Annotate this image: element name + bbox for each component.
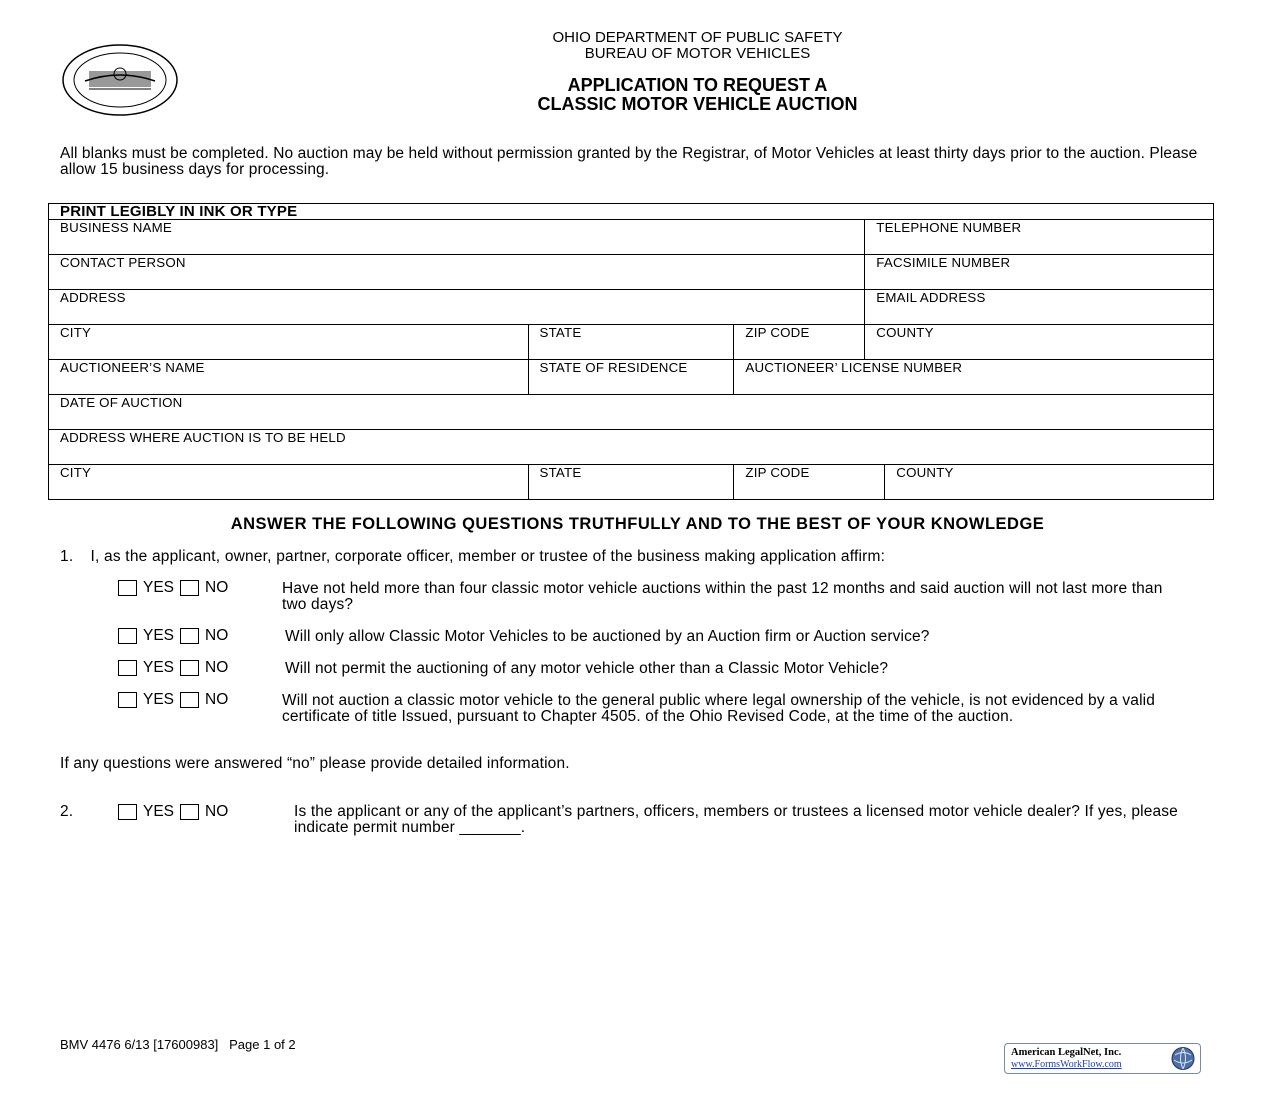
no-label: NO — [205, 659, 229, 676]
yes-label: YES — [143, 803, 175, 820]
fax-field[interactable]: FACSIMILE NUMBER — [865, 255, 1214, 290]
applicant-info-table — [48, 203, 1214, 500]
business-name-field[interactable]: BUSINESS NAME — [49, 220, 865, 255]
yes-checkbox[interactable] — [118, 628, 137, 644]
no-checkbox[interactable] — [180, 628, 199, 644]
no-label: NO — [205, 579, 229, 596]
state-of-residence-field[interactable]: STATE OF RESIDENCE — [528, 360, 734, 395]
question-1 — [60, 548, 885, 566]
yes-label: YES — [143, 579, 175, 596]
bureau-name: BUREAU OF MOTOR VEHICLES — [584, 45, 811, 62]
no-checkbox[interactable] — [180, 660, 199, 676]
question-2-text: Is the applicant or any of the applicant’s partners, officers, members or trustees a licensed motor vehicle dealer? If yes, please indicate permit number _______. — [294, 803, 1178, 836]
form-title-line2: CLASSIC MOTOR VEHICLE AUCTION — [537, 94, 858, 114]
question-1-number: 1. — [60, 548, 74, 565]
yes-no-pair — [118, 628, 234, 644]
date-of-auction-field[interactable]: DATE OF AUCTION — [49, 395, 1214, 430]
auction-city-field[interactable]: CITY — [49, 465, 529, 500]
email-field[interactable]: EMAIL ADDRESS — [865, 290, 1214, 325]
zip-field[interactable]: ZIP CODE — [734, 325, 865, 360]
yes-no-pair — [118, 660, 234, 676]
question-item-text: Will only allow Classic Motor Vehicles to be auctioned by an Auction firm or Auction service? — [285, 628, 930, 645]
logo-url[interactable]: www.FormsWorkFlow.com — [1011, 1059, 1122, 1070]
globe-icon — [1170, 1046, 1196, 1071]
yes-no-pair — [118, 804, 234, 820]
auction-state-field[interactable]: STATE — [528, 465, 734, 500]
agency-name: OHIO DEPARTMENT OF PUBLIC SAFETY — [552, 29, 843, 46]
question-item-text: Will not auction a classic motor vehicle to the general public where legal ownership of the vehicle, is not evidenced by a valid certificate of title Issued, pursuant to Chapter 4505. of the Ohio Revised Code, at the time of the auction. — [282, 692, 1156, 725]
auction-address-field[interactable]: ADDRESS WHERE AUCTION IS TO BE HELD — [49, 430, 1214, 465]
auction-zip-field[interactable]: ZIP CODE — [734, 465, 885, 500]
yes-label: YES — [143, 691, 175, 708]
no-checkbox[interactable] — [180, 804, 199, 820]
yes-no-pair — [118, 580, 234, 596]
question-1-text: I, as the applicant, owner, partner, corporate officer, member or trustee of the business making application affirm: — [90, 548, 886, 565]
yes-label: YES — [143, 659, 175, 676]
yes-label: YES — [143, 627, 175, 644]
form-id-footer: BMV 4476 6/13 [17600983] Page 1 of 2 — [60, 1037, 296, 1052]
contact-person-field[interactable]: CONTACT PERSON — [49, 255, 865, 290]
question-item-text: Have not held more than four classic motor vehicle auctions within the past 12 months and said auction will not last more than two days? — [282, 580, 1163, 613]
intro-text: All blanks must be completed. No auction may be held without permission granted by the Registrar, of Motor Vehicles at least thirty days prior to the auction. Please allow 15 business days for processing. — [60, 145, 1198, 178]
question-item-text: Will not permit the auctioning of any motor vehicle other than a Classic Motor Vehicle? — [285, 660, 889, 677]
yes-checkbox[interactable] — [118, 580, 137, 596]
state-field[interactable]: STATE — [528, 325, 734, 360]
american-legalnet-logo[interactable] — [1004, 1043, 1201, 1074]
yes-no-pair — [118, 692, 234, 708]
no-checkbox[interactable] — [180, 692, 199, 708]
no-checkbox[interactable] — [180, 580, 199, 596]
address-field[interactable]: ADDRESS — [49, 290, 865, 325]
form-title-line1: APPLICATION TO REQUEST A — [567, 75, 828, 95]
county-field[interactable]: COUNTY — [865, 325, 1214, 360]
yes-checkbox[interactable] — [118, 660, 137, 676]
no-label: NO — [205, 691, 229, 708]
yes-checkbox[interactable] — [118, 804, 137, 820]
yes-checkbox[interactable] — [118, 692, 137, 708]
no-answer-note: If any questions were answered “no” please provide detailed information. — [60, 755, 570, 772]
city-field[interactable]: CITY — [49, 325, 529, 360]
no-label: NO — [205, 803, 229, 820]
auctioneer-license-field[interactable]: AUCTIONEER’ LICENSE NUMBER — [734, 360, 1214, 395]
question-2-number: 2. — [60, 803, 74, 820]
auction-county-field[interactable]: COUNTY — [885, 465, 1214, 500]
auctioneer-name-field[interactable]: AUCTIONEER’S NAME — [49, 360, 529, 395]
logo-name: American LegalNet, Inc. — [1011, 1047, 1122, 1058]
telephone-field[interactable]: TELEPHONE NUMBER — [865, 220, 1214, 255]
questions-heading: ANSWER THE FOLLOWING QUESTIONS TRUTHFULLY AND TO THE BEST OF YOUR KNOWLEDGE — [230, 515, 1045, 533]
print-legibly-heading: PRINT LEGIBLY IN INK OR TYPE — [49, 204, 1214, 220]
no-label: NO — [205, 627, 229, 644]
